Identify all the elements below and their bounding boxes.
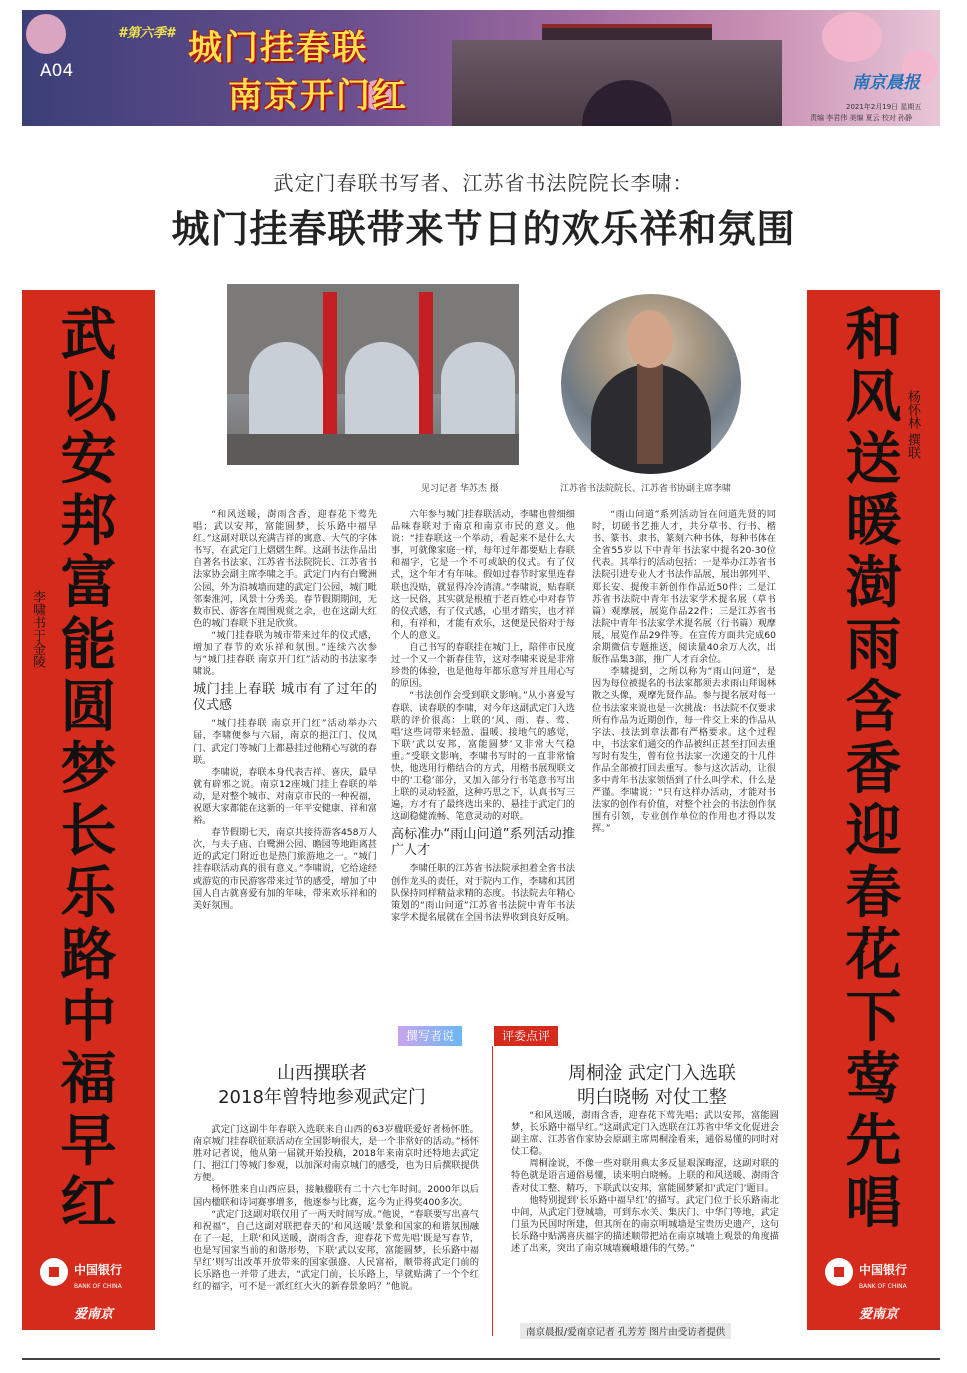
portrait-scarf bbox=[637, 364, 663, 464]
couplet-right-char: 下 bbox=[845, 984, 902, 1050]
section-divider bbox=[492, 1046, 493, 1336]
sponsor-english-name: BANK OF CHINA bbox=[859, 1283, 907, 1290]
author-title-line-1: 山西撰联者 bbox=[277, 1063, 367, 1084]
article-subtitle: 武定门春联书写者、江苏省书法院院长李啸： bbox=[273, 171, 694, 195]
section-heading: 城门挂上春联 城市有了过年的仪式感 bbox=[193, 682, 377, 714]
couplet-right-char: 迎 bbox=[845, 798, 902, 864]
partner-logo: 爱南京 bbox=[859, 1307, 899, 1322]
reporter-credit: 南京晨报/爱南京记者 孔芳芳 图片由受访者提供 bbox=[520, 1323, 731, 1339]
couplet-left-char: 能 bbox=[60, 612, 117, 678]
couplet-left-char: 乐 bbox=[60, 860, 117, 926]
couplet-right-char: 香 bbox=[845, 736, 902, 802]
sponsor-english-name: BANK OF CHINA bbox=[74, 1283, 122, 1290]
couplet-right-char: 先 bbox=[845, 1108, 902, 1174]
photo-couplet-banner bbox=[419, 292, 433, 442]
couplet-left-char: 安 bbox=[60, 426, 117, 492]
paragraph: “书法创作会受到联文影响。”从小喜爱写春联、读春联的李啸，对今年这副武定门入选联的评价很高：上联的‘风、雨、春、莺、唱’这些词带来轻盈、温暖、接地气的感觉，下联‘武以安邦，富能圆梦’又非常大气稳重。”受联文影响，李啸书写时的一直非常愉快，他选用行楷结合的方式，用楷书展现联文中的‘工稳’部分，又加入部分行书笔意书写出上联的灵动轻盈，这种巧思之下，认真书写三遍，方才有了最终选出来的、悬挂于武定门的这副稳健流畅、笔意灵动的对联。 bbox=[391, 690, 575, 823]
city-gate-photo bbox=[227, 284, 519, 465]
couplet-left-char: 福 bbox=[60, 1046, 117, 1112]
paragraph: 李啸说，春联本身代表吉祥、喜庆，最早就有辟邪之说。南京12座城门挂上春联的举动，是对整个城市、对南京市民的一种祝福，祝愿大家都能在这新的一年平安健康、祥和富裕。 bbox=[193, 766, 377, 827]
masthead-logo: 南京晨报 bbox=[852, 73, 920, 93]
article-column-3 bbox=[592, 509, 776, 836]
couplet-right-char: 澍 bbox=[845, 550, 902, 616]
section-heading: 高标准办“雨山问道”系列活动推广人才 bbox=[391, 827, 575, 859]
paragraph: 六年参与城门挂春联活动，李啸也曾细细品味春联对于南京和南京市民的意义。他说：“挂春联这一个举动，看起来不是什么大事，可就像家庭一样，每年过年都要贴上春联和福字，它是一个不可或缺的仪式。有了仪式，这个年才有年味。假如过春节时家里连春联也没贴，就显得冷冷清清。”李啸说，贴春联这一民俗，其实就是根植于老百姓心中对春节的仪式感，有了仪式感，心里才踏实，也才祥和，有祥和，才能有欢乐，这便是民俗对于每个人的意义。 bbox=[391, 509, 575, 641]
photo-road bbox=[227, 434, 519, 465]
portrait-photo bbox=[561, 294, 741, 474]
judge-section-body bbox=[511, 1110, 779, 1255]
tag-author-says: 撰写者说 bbox=[398, 1026, 462, 1046]
couplet-right-char: 春 bbox=[845, 860, 902, 926]
article-column-1 bbox=[193, 509, 377, 912]
sponsor-name: 中国银行 bbox=[859, 1263, 908, 1277]
tag-judge-comment: 评委点评 bbox=[494, 1026, 558, 1046]
portrait-face bbox=[627, 310, 673, 368]
couplet-left-char: 以 bbox=[60, 364, 117, 430]
couplet-right-signature: 杨怀林 撰联 bbox=[905, 390, 920, 460]
article-column-2 bbox=[391, 509, 575, 924]
couplet-left-text bbox=[22, 304, 155, 1234]
author-title-line-2: 2018年曾特地参观武定门 bbox=[218, 1087, 426, 1108]
paragraph: “城门挂春联为城市带来过年的仪式感，增加了春节的欢乐祥和氛围。”连续六次参与“城门挂春联 南京开门红”活动的书法家李啸说。 bbox=[193, 629, 377, 678]
paragraph: 他特别提到‘长乐路中福早红’的描写。武定门位于长乐路南北中间，从武定门登城墙，可到东水关、集庆门、中华门等地，武定门虽为民国时所建，但其所在的南京明城墙是宝贵历史遗产，这句长乐路中贴满喜庆福字的描述顺带把站在南京城墙上观景的角度描述了出来，突出了南京城墙巍峨雄伟的气势。” bbox=[511, 1194, 779, 1255]
couplet-left-char: 红 bbox=[60, 1170, 117, 1236]
paragraph: 杨怀胜来自山西应县，接触楹联有二十六七年时间。2000年以后国内楹联和诗词赛事增多，他逐参与比赛，迄今为止得奖400多次。 bbox=[193, 1184, 479, 1208]
season-tag: #第六季# bbox=[118, 26, 176, 41]
photo-caption: 见习记者 华苏杰 摄 bbox=[421, 484, 499, 494]
paragraph: “城门挂春联 南京开门红”活动举办六届，李啸便参与六届，南京的挹江门、仪凤门、武定门等城门上都悬挂过他精心写就的春联。 bbox=[193, 718, 377, 766]
couplet-left-char: 中 bbox=[60, 984, 117, 1050]
couplet-right-text bbox=[807, 304, 940, 1234]
editor-credits: 责编 李君伟 美编 夏云 校对 孙静 bbox=[810, 114, 913, 122]
paragraph: 春节假期七天，南京共接待游客458万人次，与夫子庙、白鹭洲公园、瞻园等地距离甚近的武定门附近也是热门旅游地之一。“城门挂春联活动真的很有意义。”李啸说，它给途经或游览的市民游客带来过节的感受，增加了中国人自古就喜爱有加的年味，带来欢乐祥和的美好氛围。 bbox=[193, 827, 377, 911]
banner-title-line-1: 城门挂春联 bbox=[188, 28, 368, 68]
couplet-right-scroll bbox=[807, 290, 940, 1330]
page-bottom-rule bbox=[22, 1358, 940, 1360]
plum-blossom-icon bbox=[26, 14, 66, 54]
paragraph: 李啸任职的江苏省书法院承担着全省书法创作龙头的责任，对于院内工作，李啸和其团队保持同样精益求精的态度。书法院去年精心策划的“雨山问道”江苏省书法院中青年书法家学术提名展就在全国书法界收到良好反响。 bbox=[391, 863, 575, 923]
couplet-left-char: 路 bbox=[60, 922, 117, 988]
couplet-left-char: 武 bbox=[60, 302, 117, 368]
paragraph: 周桐淦说，不像一些对联用典太多反显艰深晦涩，这副对联的特色就是语言通俗易懂，读来明白晓畅。上联的和风送暖、澍雨含香对仗工整、精巧，下联武以安邦，富能圆梦紧扣‘武定门’题目。 bbox=[511, 1158, 779, 1194]
paragraph: 武定门这副牛年春联入选联来自山西的63岁楹联爱好者杨怀胜。南京城门挂春联征联活动在全国影响很大，是一个非常好的活动。”杨怀胜对记者说，他从第一届就开始投稿，2018年来南京时还特地去武定门、挹江门等城门参观，以加深对南京城门的感受，也为日后撰联提供方便。 bbox=[193, 1124, 479, 1184]
couplet-left-char: 梦 bbox=[60, 736, 117, 802]
couplet-right-char: 风 bbox=[845, 364, 902, 430]
judge-section-title bbox=[506, 1062, 798, 1110]
paragraph: “和风送暖，澍雨含香，迎春花下莺先唱；武以安邦，富能圆梦，长乐路中福早红。”这副对联以充满吉祥的寓意、大气的字体书写，在武定门上熠熠生辉。这副书法作品出自著名书法家、江苏省书法院院长、江苏省书法家协会副主席李啸之手。武定门内有白鹭洲公园，外为沿城墙而建的武定门公园，城门毗邻秦淮河，风景十分秀美。春节假期期间，无数市民、游客在周围观赏之余，也在这副大红色的城门春联下驻足欣赏。 bbox=[193, 509, 377, 629]
photo-couplet-banner bbox=[323, 292, 337, 442]
portrait-caption: 江苏省书法院院长、江苏省书协副主席李啸 bbox=[560, 484, 732, 494]
banner-title-line-2: 南京开门红 bbox=[228, 76, 408, 116]
paragraph: “武定门这副对联仅用了一两天时间写成。”他说，“春联要写出喜气和祝福”，自己这副对联把春天的‘和风送暖’景象和国家的和谐氛围融在了一起，上联‘和风送暖，澍雨含香，迎春花下莺先唱’既是写春节，也是写国家当前的和谐形势，下联‘武以安邦，富能圆梦，长乐路中福早红’则写出改革开放带来的国家强盛、人民富裕，顺带将武定门前的长乐路也一并带了进去，“武定门前，长乐路上，早就贴满了一个个红红的福字，可不是一派红红火火的新春景象吗？”他说。 bbox=[193, 1208, 479, 1293]
couplet-right-char: 花 bbox=[845, 922, 902, 988]
issue-date: 2021年2月19日 星期五 bbox=[846, 103, 922, 111]
paragraph: “雨山问道”系列活动旨在问道先贤的同时，切磋书艺推人才，共分草书、行书、楷书、篆书、隶书、篆刻六种书体，每种书体在全省55岁以下中青年书法家中提名20-30位代表。其举行的活动包括：一是举办江苏省书法院引进专业人才书法作品展，展出郭列平、郑长安、提俊丰新创作作品近50件；二是江苏省书法院中青年书法家学术提名展（草书篇）观摩展，展览作品22件；三是江苏省书法院中青年书法家学术提名展（行书篇）观摩展，展览作品29件等。在宣传方面共完成60余期微信专题推送，阅读量40余万人次，出版作品集3部，推广人才百余位。 bbox=[592, 509, 776, 666]
bank-of-china-logo-icon bbox=[825, 1258, 853, 1286]
sponsor-name: 中国银行 bbox=[74, 1263, 123, 1277]
couplet-left-char: 长 bbox=[60, 798, 117, 864]
judge-title-line-2: 明白晓畅 对仗工整 bbox=[577, 1087, 727, 1108]
plum-blossom-icon bbox=[822, 12, 882, 62]
partner-logo: 爱南京 bbox=[74, 1307, 114, 1322]
couplet-right-char: 雨 bbox=[845, 612, 902, 678]
paragraph: “和风送暖，澍雨含香，迎春花下莺先唱；武以安邦，富能圆梦，长乐路中福早红。”这副武定门入选联在江苏省中华文化促进会副主席、江苏省作家协会原副主席周桐淦看来，通俗易懂的同时对仗工稳。 bbox=[511, 1110, 779, 1158]
couplet-right-char: 暖 bbox=[845, 488, 902, 554]
paragraph: 李啸提到，之所以称为“雨山问道”，是因为每位被提名的书法家都须去求雨山拜谒林散之头像，观摩先贤作品。参与提名展对每一位书法家来说也是一次挑战：书法院不仅要求所有作品为近期创作，每一件交上来的作品从字法、技法到章法都有严格要求。这个过程中，书法家们通交的作品被纠正甚至打回去重写时有发生，曾有位书法家一次递交的十几件作品全部被打回去重写。参与这次活动，让很多中青年书法家领悟到了什么叫学术、什么是严谨。李啸说：“只有这样办活动，才能对书法家的创作有价值，对整个社会的书法创作氛围有引领，专业创作单位的作用也才得以发挥。” bbox=[592, 666, 776, 835]
couplet-left-signature: 李啸书于金陵 bbox=[30, 590, 45, 668]
paragraph: 自己书写的春联挂在城门上，陪伴市民度过一个又一个新春佳节，这对李啸来说是非常珍贵的体验，也是他每年都乐意写并且用心写的原因。 bbox=[391, 642, 575, 690]
page-number: A04 bbox=[40, 61, 74, 81]
bank-of-china-logo-icon bbox=[40, 1258, 68, 1286]
couplet-right-char: 莺 bbox=[845, 1046, 902, 1112]
couplet-left-char: 富 bbox=[60, 550, 117, 616]
author-section-title bbox=[172, 1062, 472, 1110]
author-section-body bbox=[193, 1124, 479, 1293]
judge-title-line-1: 周桐淦 武定门入选联 bbox=[568, 1063, 736, 1084]
couplet-right-char: 和 bbox=[845, 302, 902, 368]
article-title: 城门挂春联带来节日的欢乐祥和氛围 bbox=[171, 207, 796, 251]
couplet-right-char: 唱 bbox=[845, 1170, 902, 1236]
couplet-right-char: 送 bbox=[845, 426, 902, 492]
couplet-left-scroll bbox=[22, 290, 155, 1330]
couplet-left-char: 邦 bbox=[60, 488, 117, 554]
couplet-left-char: 早 bbox=[60, 1108, 117, 1174]
couplet-right-char: 含 bbox=[845, 674, 902, 740]
couplet-left-char: 圆 bbox=[60, 674, 117, 740]
